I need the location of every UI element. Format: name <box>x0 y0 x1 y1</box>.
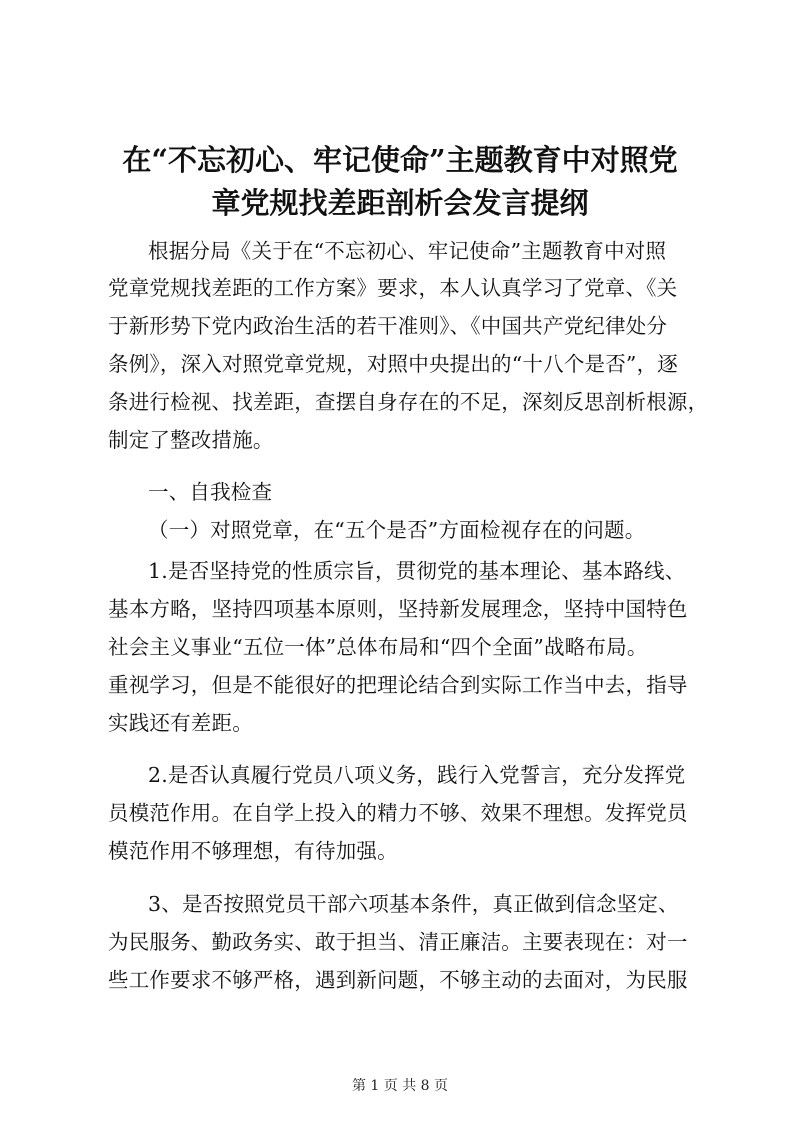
paragraph-line: 党章党规找差距的工作方案》要求，本人认真学习了党章、《关 <box>108 276 678 300</box>
paragraph-line: 实践还有差距。 <box>108 711 253 735</box>
paragraph-line: 重视学习，但是不能很好的把理论结合到实际工作当中去，指导 <box>108 673 688 697</box>
paragraph-line: 条进行检视、找差距，查摆自身存在的不足，深刻反思剖析根源， <box>108 390 709 414</box>
paragraph-line: 模范作用不够理想，有待加强。 <box>108 839 398 863</box>
paragraph-line: 条例》，深入对照党章党规，对照中央提出的“十八个是否”，逐 <box>108 352 679 376</box>
subsection-heading: （一）对照党章，在“五个是否”方面检视存在的问题。 <box>148 518 646 542</box>
paragraph-line: 基本方略，坚持四项基本原则，坚持新发展理念，坚持中国特色 <box>108 597 688 621</box>
document-title-line-2: 章党规找差距剖析会发言提纲 <box>211 186 589 220</box>
page-number-footer: 第 1 页 共 8 页 <box>351 1078 449 1094</box>
paragraph-line: 员模范作用。在自学上投入的精力不够、效果不理想。发挥党员 <box>108 801 688 825</box>
paragraph-line: 3、是否按照党员干部六项基本条件，真正做到信念坚定、 <box>148 892 679 916</box>
paragraph-line: 制定了整改措施。 <box>108 428 274 452</box>
paragraph-line: 1.是否坚持党的性质宗旨，贯彻党的基本理论、基本路线、 <box>148 559 686 583</box>
paragraph-line: 于新形势下党内政治生活的若干准则》、《中国共产党纪律处分 <box>108 314 668 338</box>
paragraph-line: 2.是否认真履行党员八项义务，践行入党誓言，充分发挥党 <box>148 763 686 787</box>
section-heading: 一、自我检查 <box>148 480 273 504</box>
paragraph-line: 社会主义事业“五位一体”总体布局和“四个全面”战略布局。 <box>108 635 648 659</box>
paragraph-line: 根据分局《关于在“不忘初心、牢记使命”主题教育中对照 <box>148 239 667 263</box>
paragraph-line: 些工作要求不够严格，遇到新问题，不够主动的去面对，为民服 <box>108 968 688 992</box>
paragraph-line: 为民服务、勤政务实、敢于担当、清正廉洁。主要表现在：对一 <box>108 930 688 954</box>
document-title-line-1: 在“不忘初心、牢记使命”主题教育中对照党 <box>122 143 678 177</box>
